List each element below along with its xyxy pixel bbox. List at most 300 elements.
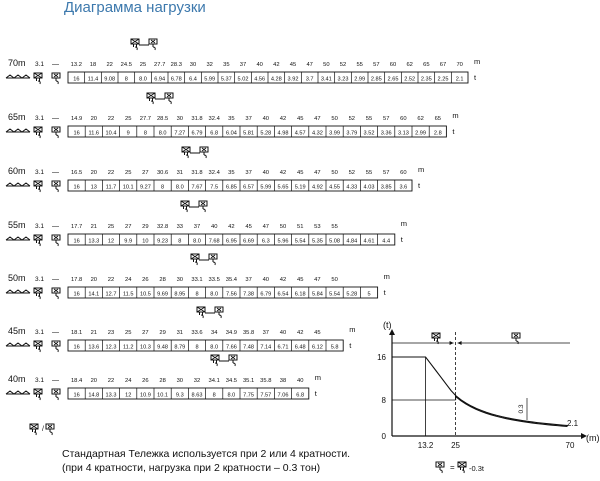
load-value-cell: 13.3 bbox=[105, 392, 117, 399]
radius-label: 55 bbox=[365, 170, 373, 176]
hook-block-icon bbox=[34, 235, 42, 246]
range-dash: — bbox=[52, 276, 59, 283]
radius-label: 28.5 bbox=[156, 116, 169, 122]
radius-label: 45 bbox=[296, 116, 304, 122]
hook-block-icon bbox=[52, 181, 60, 192]
boom-length-label: 40m bbox=[8, 374, 26, 384]
load-value-cell: 8.0 bbox=[193, 238, 201, 245]
load-value-cell: 10.5 bbox=[139, 291, 151, 298]
load-value-cell: 5.08 bbox=[329, 238, 341, 245]
unit-t: t bbox=[474, 73, 477, 82]
unit-m: m bbox=[383, 272, 390, 281]
load-value-cell: 9 bbox=[126, 130, 130, 137]
load-row bbox=[6, 201, 407, 246]
load-value-cell: 14.1 bbox=[88, 291, 100, 298]
radius-label: 20 bbox=[90, 378, 98, 384]
load-value-cell: 6.48 bbox=[294, 344, 306, 351]
load-value-cell: 4.98 bbox=[277, 130, 289, 137]
radius-label: 42 bbox=[279, 277, 287, 283]
radius-label: 35 bbox=[228, 116, 235, 122]
load-value-cell: 12.3 bbox=[105, 344, 117, 351]
radius-label: 37 bbox=[245, 170, 252, 176]
radius-label: 40 bbox=[262, 277, 270, 283]
radius-label: 34.9 bbox=[225, 330, 238, 336]
radius-label: 35.8 bbox=[242, 330, 255, 336]
load-value-cell: 3.52 bbox=[363, 130, 375, 137]
radius-label: 25 bbox=[124, 116, 132, 122]
radius-label: 47 bbox=[262, 224, 270, 230]
load-value-cell: 8.63 bbox=[191, 392, 203, 399]
hook-block-icon bbox=[34, 288, 42, 299]
radius-label: 21 bbox=[90, 330, 98, 336]
hook-block-icon bbox=[34, 341, 42, 352]
hook-trolley-icon bbox=[191, 254, 217, 265]
radius-label: 42 bbox=[273, 62, 280, 68]
load-value-cell: 4.03 bbox=[363, 184, 375, 191]
radius-label: 18.1 bbox=[70, 330, 83, 336]
load-value-cell: 11.7 bbox=[105, 184, 117, 191]
radius-label: 33.1 bbox=[191, 277, 203, 283]
hook-block-icon bbox=[432, 333, 440, 344]
radius-label: 50 bbox=[279, 224, 287, 230]
load-value-cell: 4.33 bbox=[346, 184, 358, 191]
load-value-cell: 8.0 bbox=[210, 344, 219, 351]
page-title: Диаграмма нагрузки bbox=[64, 0, 206, 16]
load-value-cell: 10.9 bbox=[139, 392, 151, 399]
radius-label: 57 bbox=[382, 116, 390, 122]
radius-label: 27 bbox=[142, 170, 149, 176]
radius-label: 26 bbox=[142, 277, 149, 283]
load-value-cell: 7.14 bbox=[260, 344, 272, 351]
load-value-cell: 8 bbox=[195, 291, 199, 298]
radius-label: 37 bbox=[262, 330, 270, 336]
radius-label: 26 bbox=[142, 378, 149, 384]
radius-label: 20 bbox=[90, 170, 98, 176]
load-value-cell: 13.6 bbox=[88, 344, 100, 351]
radius-label: 55 bbox=[331, 224, 338, 230]
load-value-cell: 4.61 bbox=[363, 238, 375, 245]
unit-m: m bbox=[314, 373, 322, 382]
radius-label: 50 bbox=[331, 170, 338, 176]
radius-label: 52 bbox=[348, 170, 356, 176]
load-value-cell: 4.4 bbox=[382, 238, 391, 245]
radius-label: 45 bbox=[296, 277, 304, 283]
load-value-cell: 5.28 bbox=[260, 130, 272, 137]
radius-label: 25 bbox=[124, 330, 132, 336]
load-value-cell: 6.78 bbox=[170, 76, 182, 83]
load-row bbox=[6, 355, 321, 400]
note-line-1: Стандартная Тележка используется при 2 или 4 кратности. bbox=[62, 448, 351, 460]
y-tick-label: 0 bbox=[381, 432, 386, 441]
radius-label: 35.4 bbox=[225, 277, 238, 283]
annotation-2-1: 2.1 bbox=[567, 419, 579, 428]
load-value-cell: 5.54 bbox=[329, 291, 341, 298]
radius-label: 22 bbox=[107, 378, 115, 384]
radius-label: 20 bbox=[90, 277, 98, 283]
footnote bbox=[62, 447, 350, 475]
unit-m: m bbox=[452, 111, 459, 120]
boom-length-label: 60m bbox=[8, 166, 26, 176]
load-value-cell: 12 bbox=[107, 238, 115, 245]
unit-m: m bbox=[418, 165, 425, 174]
boom-length-label: 65m bbox=[8, 112, 26, 122]
load-value-cell: 9.48 bbox=[157, 344, 169, 351]
unit-m: m bbox=[349, 325, 356, 334]
hook-trolley-icon bbox=[147, 93, 173, 104]
radius-label: 33.6 bbox=[191, 330, 203, 336]
load-value-cell: 6.69 bbox=[243, 238, 255, 245]
radius-label: 37 bbox=[245, 116, 252, 122]
radius-label: 34 bbox=[210, 330, 218, 336]
radius-label: 50 bbox=[331, 116, 338, 122]
load-value-cell: 10.1 bbox=[122, 184, 134, 191]
radius-label: 42 bbox=[296, 330, 304, 336]
load-value-cell: 9.69 bbox=[157, 291, 169, 298]
load-value-cell: 5 bbox=[367, 291, 371, 298]
load-value-cell: 12 bbox=[125, 392, 132, 399]
load-value-cell: 4.28 bbox=[270, 76, 282, 83]
y-tick-label: 8 bbox=[381, 396, 386, 405]
y-tick-label: 16 bbox=[377, 353, 386, 362]
radius-label: 40 bbox=[262, 170, 270, 176]
load-value-cell: 5.81 bbox=[243, 130, 255, 137]
load-value-cell: 11.2 bbox=[122, 344, 134, 351]
load-value-cell: 5.37 bbox=[220, 76, 232, 83]
load-value-cell: 16 bbox=[73, 76, 80, 83]
radius-label: 28 bbox=[159, 378, 166, 384]
radius-label: 37 bbox=[245, 277, 252, 283]
radius-label: 70 bbox=[456, 62, 463, 68]
hook-block-icon bbox=[30, 424, 38, 435]
radius-label: 45 bbox=[314, 330, 321, 336]
load-value-cell: 10 bbox=[142, 238, 149, 245]
load-value-cell: 8.0 bbox=[139, 76, 147, 83]
radius-label: 37 bbox=[193, 224, 201, 230]
load-value-cell: 3.79 bbox=[346, 130, 358, 137]
load-value-cell: 9.08 bbox=[104, 76, 116, 83]
range-dash: — bbox=[52, 329, 59, 336]
min-radius-label: 3.1 bbox=[35, 115, 45, 122]
hook-trolley-icon bbox=[197, 307, 223, 318]
load-value-cell: 7.27 bbox=[174, 130, 186, 137]
load-value-cell: 3.36 bbox=[380, 130, 392, 137]
radius-label: 32.8 bbox=[156, 224, 169, 230]
load-value-cell: 2.99 bbox=[415, 130, 427, 137]
radius-label: 42 bbox=[279, 116, 287, 122]
load-curve-2-falls bbox=[392, 357, 568, 426]
load-value-cell: 7.48 bbox=[243, 344, 255, 351]
radius-label: 18.4 bbox=[70, 378, 83, 384]
load-value-cell: 14.8 bbox=[88, 392, 100, 399]
load-value-cell: 10.4 bbox=[105, 130, 117, 137]
load-value-cell: 10.3 bbox=[139, 344, 151, 351]
min-radius-label: 3.1 bbox=[35, 223, 45, 230]
radius-label: 37 bbox=[239, 62, 247, 68]
radius-label: 50 bbox=[331, 277, 338, 283]
radius-label: 27 bbox=[142, 330, 149, 336]
load-value-cell: 5.54 bbox=[294, 238, 306, 245]
radius-label: 47 bbox=[306, 62, 313, 68]
radius-label: 20 bbox=[90, 116, 98, 122]
radius-label: 60 bbox=[400, 116, 407, 122]
radius-label: 42 bbox=[279, 170, 287, 176]
radius-label: 16.5 bbox=[70, 170, 83, 176]
load-value-cell: 2.8 bbox=[433, 130, 442, 137]
radius-label: 40 bbox=[279, 330, 287, 336]
x-tick-label: 13.2 bbox=[417, 441, 434, 450]
unit-t: t bbox=[452, 127, 455, 136]
radius-label: 24 bbox=[124, 277, 132, 283]
radius-label: 32.4 bbox=[208, 116, 220, 122]
hook-block-icon bbox=[34, 73, 42, 84]
boom-lattice-icon bbox=[6, 129, 30, 132]
unit-t: t bbox=[349, 341, 352, 350]
load-value-cell: 8.0 bbox=[175, 184, 184, 191]
load-value-cell: 6.85 bbox=[225, 184, 237, 191]
hook-trolley-icon bbox=[182, 147, 208, 158]
hook-block-icon bbox=[34, 181, 42, 192]
unit-t: t bbox=[314, 389, 317, 398]
load-value-cell: 6.8 bbox=[296, 392, 305, 399]
load-value-cell: 3.85 bbox=[380, 184, 392, 191]
radius-label: 51 bbox=[296, 224, 304, 230]
boom-lattice-icon bbox=[6, 343, 30, 346]
load-value-cell: 5.99 bbox=[260, 184, 272, 191]
hook-block-icon bbox=[512, 333, 520, 344]
radius-label: 35 bbox=[228, 170, 235, 176]
radius-label: 50 bbox=[323, 62, 330, 68]
radius-label: 13.2 bbox=[70, 62, 82, 68]
load-value-cell: 8.79 bbox=[174, 344, 186, 351]
load-curve-4-falls bbox=[456, 397, 568, 427]
load-value-cell: 6.4 bbox=[189, 76, 197, 83]
legend-equals: = bbox=[450, 463, 455, 472]
load-value-cell: 12.7 bbox=[105, 291, 117, 298]
radius-label: 34.1 bbox=[208, 378, 220, 384]
radius-label: 42 bbox=[228, 224, 235, 230]
load-value-cell: 8.95 bbox=[174, 291, 186, 298]
load-value-cell: 8 bbox=[143, 130, 147, 137]
boom-lattice-icon bbox=[6, 391, 30, 394]
radius-label: 65 bbox=[423, 62, 430, 68]
load-value-cell: 8 bbox=[161, 184, 165, 191]
load-value-cell: 8 bbox=[195, 344, 199, 351]
load-value-cell: 7.38 bbox=[243, 291, 255, 298]
hook-block-icon bbox=[52, 127, 60, 138]
legend-slash: / bbox=[42, 426, 44, 433]
x-axis-label: (m) bbox=[586, 433, 600, 443]
load-value-cell: 9.9 bbox=[124, 238, 133, 245]
radius-label: 40 bbox=[296, 378, 304, 384]
load-row bbox=[6, 307, 355, 352]
range-dash: — bbox=[52, 61, 59, 68]
radius-label: 57 bbox=[382, 170, 390, 176]
radius-label: 35 bbox=[223, 62, 230, 68]
radius-label: 60 bbox=[389, 62, 397, 68]
load-value-cell: 2.1 bbox=[455, 76, 464, 83]
load-value-cell: 2.52 bbox=[404, 76, 416, 83]
load-value-cell: 5.28 bbox=[346, 291, 358, 298]
load-value-cell: 5.19 bbox=[294, 184, 306, 191]
load-value-cell: 6.8 bbox=[210, 130, 219, 137]
load-value-cell: 3.99 bbox=[329, 130, 341, 137]
load-value-cell: 8 bbox=[124, 76, 128, 83]
load-value-cell: 16 bbox=[73, 130, 80, 137]
min-radius-label: 3.1 bbox=[35, 169, 45, 176]
load-value-cell: 2.25 bbox=[437, 76, 449, 83]
radius-label: 31 bbox=[176, 170, 184, 176]
radius-label: 47 bbox=[314, 170, 321, 176]
load-value-cell: 3.23 bbox=[337, 76, 349, 83]
radius-label: 28.3 bbox=[170, 62, 182, 68]
min-radius-label: 3.1 bbox=[35, 61, 45, 68]
load-value-cell: 2.35 bbox=[420, 76, 432, 83]
load-value-cell: 2.99 bbox=[354, 76, 366, 83]
radius-label: 22 bbox=[107, 277, 115, 283]
load-value-cell: 2.85 bbox=[370, 76, 382, 83]
boom-lattice-icon bbox=[6, 237, 30, 240]
radius-label: 52 bbox=[339, 62, 347, 68]
load-value-cell: 8 bbox=[178, 238, 182, 245]
load-value-cell: 3.41 bbox=[320, 76, 332, 83]
radius-label: 35.1 bbox=[242, 378, 255, 384]
boom-lattice-icon bbox=[6, 75, 30, 78]
load-value-cell: 9.3 bbox=[175, 392, 184, 399]
load-value-cell: 13.3 bbox=[88, 238, 100, 245]
radius-label: 17.8 bbox=[70, 277, 83, 283]
load-row bbox=[6, 93, 459, 138]
boom-lattice-icon bbox=[6, 290, 30, 293]
radius-label: 29 bbox=[142, 224, 149, 230]
radius-label: 52 bbox=[348, 116, 356, 122]
radius-label: 22 bbox=[106, 62, 113, 68]
boom-length-label: 70m bbox=[8, 58, 26, 68]
radius-label: 24.5 bbox=[120, 62, 132, 68]
hook-block-icon bbox=[34, 389, 42, 400]
load-value-cell: 6.95 bbox=[225, 238, 237, 245]
load-value-cell: 16 bbox=[73, 184, 80, 191]
load-value-cell: 8.0 bbox=[158, 130, 167, 137]
load-value-cell: 7.75 bbox=[243, 392, 255, 399]
range-dash: — bbox=[52, 115, 59, 122]
radius-label: 25 bbox=[107, 224, 115, 230]
load-value-cell: 7.66 bbox=[225, 344, 237, 351]
load-value-cell: 8.0 bbox=[210, 291, 219, 298]
radius-label: 33 bbox=[176, 224, 184, 230]
radius-label: 47 bbox=[314, 277, 321, 283]
load-value-cell: 16 bbox=[73, 291, 80, 298]
load-value-cell: 11.4 bbox=[87, 76, 99, 83]
load-value-cell: 4.57 bbox=[294, 130, 306, 137]
load-value-cell: 2.65 bbox=[387, 76, 399, 83]
load-value-cell: 9.23 bbox=[157, 238, 169, 245]
load-value-cell: 3.13 bbox=[397, 130, 409, 137]
radius-label: 17.7 bbox=[70, 224, 83, 230]
load-value-cell: 8 bbox=[212, 392, 216, 399]
unit-t: t bbox=[383, 288, 386, 297]
radius-label: 45 bbox=[245, 224, 252, 230]
load-value-cell: 6.3 bbox=[261, 238, 270, 245]
unit-t: t bbox=[400, 235, 403, 244]
radius-label: 67 bbox=[439, 62, 447, 68]
load-value-cell: 6.54 bbox=[277, 291, 289, 298]
load-value-cell: 4.32 bbox=[311, 130, 323, 137]
radius-label: 29 bbox=[159, 330, 166, 336]
radius-label: 32 bbox=[193, 378, 201, 384]
radius-label: 18 bbox=[89, 62, 97, 68]
radius-label: 38 bbox=[279, 378, 287, 384]
radius-label: 30 bbox=[176, 378, 184, 384]
radius-label: 60 bbox=[400, 170, 407, 176]
radius-label: 14.9 bbox=[70, 116, 83, 122]
load-value-cell: 6.79 bbox=[191, 130, 203, 137]
load-value-cell: 6.71 bbox=[277, 344, 289, 351]
radius-label: 31.8 bbox=[191, 170, 203, 176]
x-tick-label: 70 bbox=[565, 441, 575, 450]
radius-label: 34.5 bbox=[225, 378, 238, 384]
load-value-cell: 6.79 bbox=[260, 291, 272, 298]
load-value-cell: 5.99 bbox=[204, 76, 216, 83]
radius-label: 45 bbox=[289, 62, 297, 68]
legend-icons bbox=[30, 424, 54, 435]
annotation-0-3: 0.3 bbox=[518, 404, 525, 414]
radius-label: 22 bbox=[107, 116, 115, 122]
radius-label: 31 bbox=[176, 330, 184, 336]
hook-trolley-icon bbox=[181, 201, 207, 212]
load-value-cell: 16 bbox=[73, 238, 80, 245]
radius-label: 53 bbox=[314, 224, 321, 230]
note-line-2: (при 4 кратности, нагрузка при 2 кратности – 0.3 тон) bbox=[62, 462, 321, 474]
boom-length-label: 55m bbox=[8, 220, 26, 230]
load-value-cell: 3.6 bbox=[399, 184, 408, 191]
hook-block-icon bbox=[34, 127, 42, 138]
min-radius-label: 3.1 bbox=[35, 276, 45, 283]
y-axis-label: (t) bbox=[383, 320, 392, 330]
load-value-cell: 11.5 bbox=[122, 291, 134, 298]
legend-value: -0.3t bbox=[469, 464, 485, 473]
radius-label: 33.5 bbox=[208, 277, 220, 283]
radius-label: 55 bbox=[356, 62, 363, 68]
min-radius-label: 3.1 bbox=[35, 377, 45, 384]
hook-block-icon bbox=[458, 462, 466, 473]
radius-label: 27 bbox=[124, 224, 132, 230]
boom-length-label: 50m bbox=[8, 273, 26, 283]
load-value-cell: 5.02 bbox=[237, 76, 249, 83]
radius-label: 57 bbox=[373, 62, 380, 68]
radius-label: 47 bbox=[314, 116, 321, 122]
load-value-cell: 6.12 bbox=[311, 344, 323, 351]
load-value-cell: 5.8 bbox=[330, 344, 339, 351]
radius-label: 32 bbox=[206, 62, 213, 68]
radius-label: 40 bbox=[210, 224, 218, 230]
radius-label: 25 bbox=[139, 62, 147, 68]
radius-label: 30 bbox=[176, 277, 184, 283]
radius-label: 23 bbox=[107, 330, 115, 336]
radius-label: 27.7 bbox=[154, 62, 166, 68]
hook-block-icon bbox=[52, 288, 60, 299]
load-value-cell: 7.68 bbox=[208, 238, 220, 245]
radius-label: 22 bbox=[107, 170, 115, 176]
load-value-cell: 7.5 bbox=[210, 184, 219, 191]
radius-label: 62 bbox=[417, 116, 424, 122]
boom-lattice-icon bbox=[6, 183, 30, 186]
x-tick-label: 25 bbox=[451, 441, 461, 450]
radius-label: 25 bbox=[124, 170, 132, 176]
load-value-cell: 7.56 bbox=[225, 291, 237, 298]
load-value-cell: 11.6 bbox=[88, 130, 100, 137]
load-value-cell: 16 bbox=[73, 344, 80, 351]
hook-block-icon bbox=[46, 424, 54, 435]
